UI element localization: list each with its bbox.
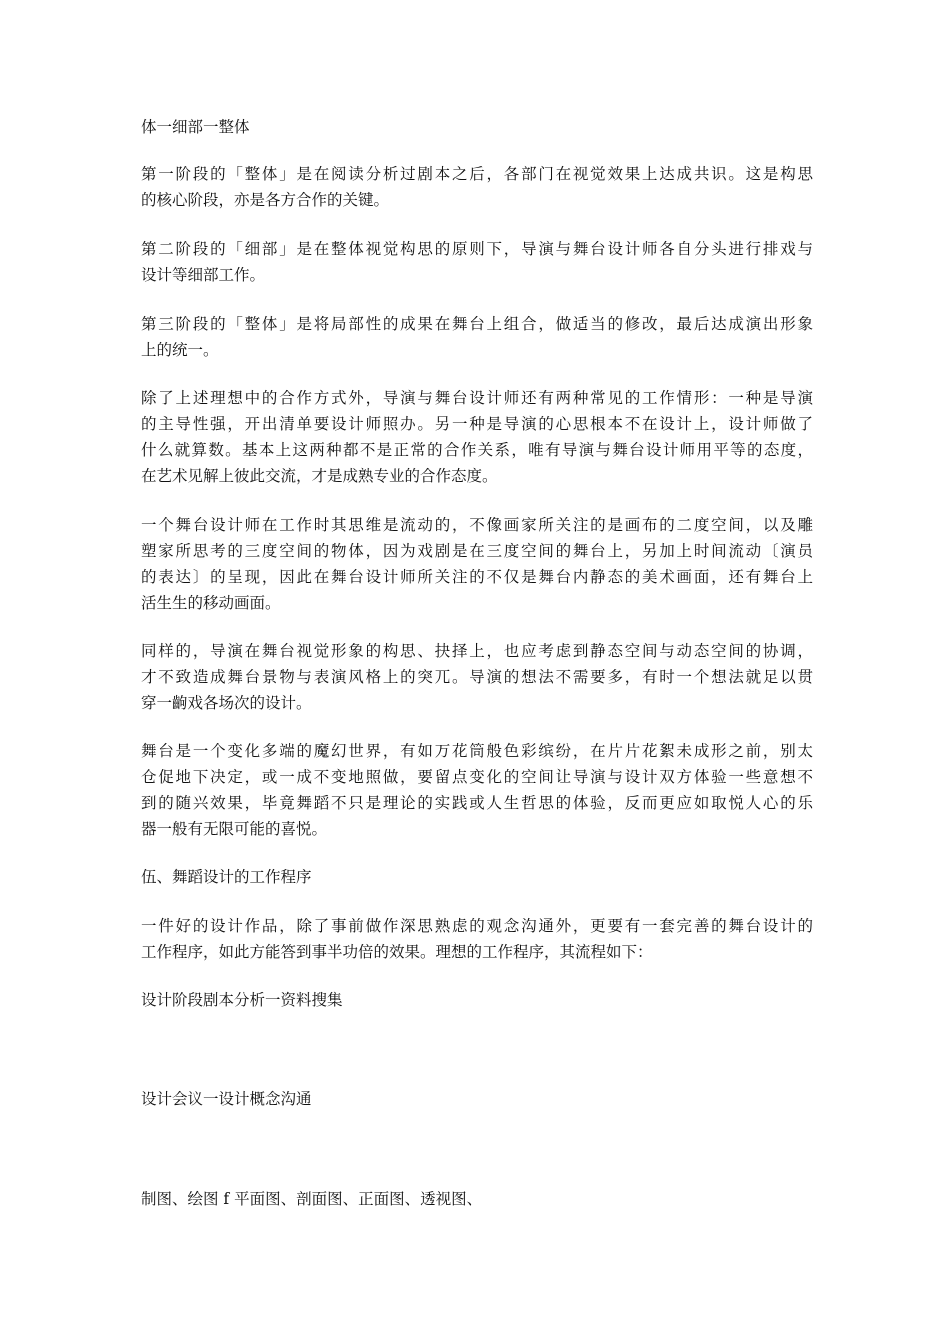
paragraph-line: 第三阶段的「整体」是将局部性的成果在舞台上组合，做适当的修改，最后达成演出形象	[141, 315, 813, 333]
paragraph-line: 仓促地下决定，或一成不变地照做，要留点变化的空间让导演与设计双方体验一些意想不	[141, 768, 813, 786]
paragraph-line: 什么就算数。基本上这两种都不是正常的合作关系，唯有导演与舞台设计师用平等的态度，	[141, 441, 813, 459]
workflow-step: 设计阶段剧本分析一资料搜集	[141, 991, 343, 1009]
paragraph-line: 穿一齣戏各场次的设计。	[141, 694, 312, 712]
paragraph-line: 器一般有无限可能的喜悦。	[141, 820, 328, 838]
paragraph-line: 在艺术见解上彼此交流，才是成熟专业的合作态度。	[141, 467, 498, 485]
paragraph-line: 到的随兴效果，毕竟舞蹈不只是理论的实践或人生哲思的体验，反而更应如取悦人心的乐	[141, 794, 813, 812]
workflow-step: 设计会议一设计概念沟通	[141, 1090, 312, 1108]
paragraph-line: 一件好的设计作品，除了事前做作深思熟虑的观念沟通外，更要有一套完善的舞台设计的	[141, 917, 813, 935]
paragraph-line: 除了上述理想中的合作方式外，导演与舞台设计师还有两种常见的工作情形：一种是导演	[141, 389, 813, 407]
paragraph-line: 第二阶段的「细部」是在整体视觉构思的原则下，导演与舞台设计师各自分头进行排戏与	[141, 240, 813, 258]
paragraph-line: 才不致造成舞台景物与表演风格上的突兀。导演的想法不需要多，有时一个想法就足以贯	[141, 668, 813, 686]
section-heading: 体一细部一整体	[141, 118, 250, 136]
section-heading: 伍、舞蹈设计的工作程序	[141, 868, 312, 886]
paragraph-line: 工作程序，如此方能答到事半功倍的效果。理想的工作程序，其流程如下：	[141, 943, 653, 961]
paragraph-line: 一个舞台设计师在工作时其思维是流动的，不像画家所关注的是画布的二度空间，以及雕	[141, 516, 813, 534]
paragraph-line: 设计等细部工作。	[141, 266, 266, 284]
workflow-step: 制图、绘图 f 平面图、剖面图、正面图、透视图、	[141, 1190, 483, 1208]
paragraph-line: 的主导性强，开出清单要设计师照办。另一种是导演的心思根本不在设计上，设计师做了	[141, 415, 813, 433]
paragraph-line: 同样的，导演在舞台视觉形象的构思、抉择上，也应考虑到静态空间与动态空间的协调，	[141, 642, 813, 660]
paragraph-line: 的表达〕的呈现，因此在舞台设计师所关注的不仅是舞台内静态的美术画面，还有舞台上	[141, 568, 813, 586]
paragraph-line: 舞台是一个变化多端的魔幻世界，有如万花筒般色彩缤纷，在片片花絮未成形之前，别太	[141, 742, 813, 760]
paragraph-line: 上的统一。	[141, 341, 219, 359]
paragraph-line: 活生生的移动画面。	[141, 594, 281, 612]
paragraph-line: 塑家所思考的三度空间的物体，因为戏剧是在三度空间的舞台上，另加上时间流动〔演员	[141, 542, 813, 560]
paragraph-line: 第一阶段的「整体」是在阅读分析过剧本之后，各部门在视觉效果上达成共识。这是构思	[141, 165, 813, 183]
paragraph-line: 的核心阶段，亦是各方合作的关键。	[141, 191, 390, 209]
